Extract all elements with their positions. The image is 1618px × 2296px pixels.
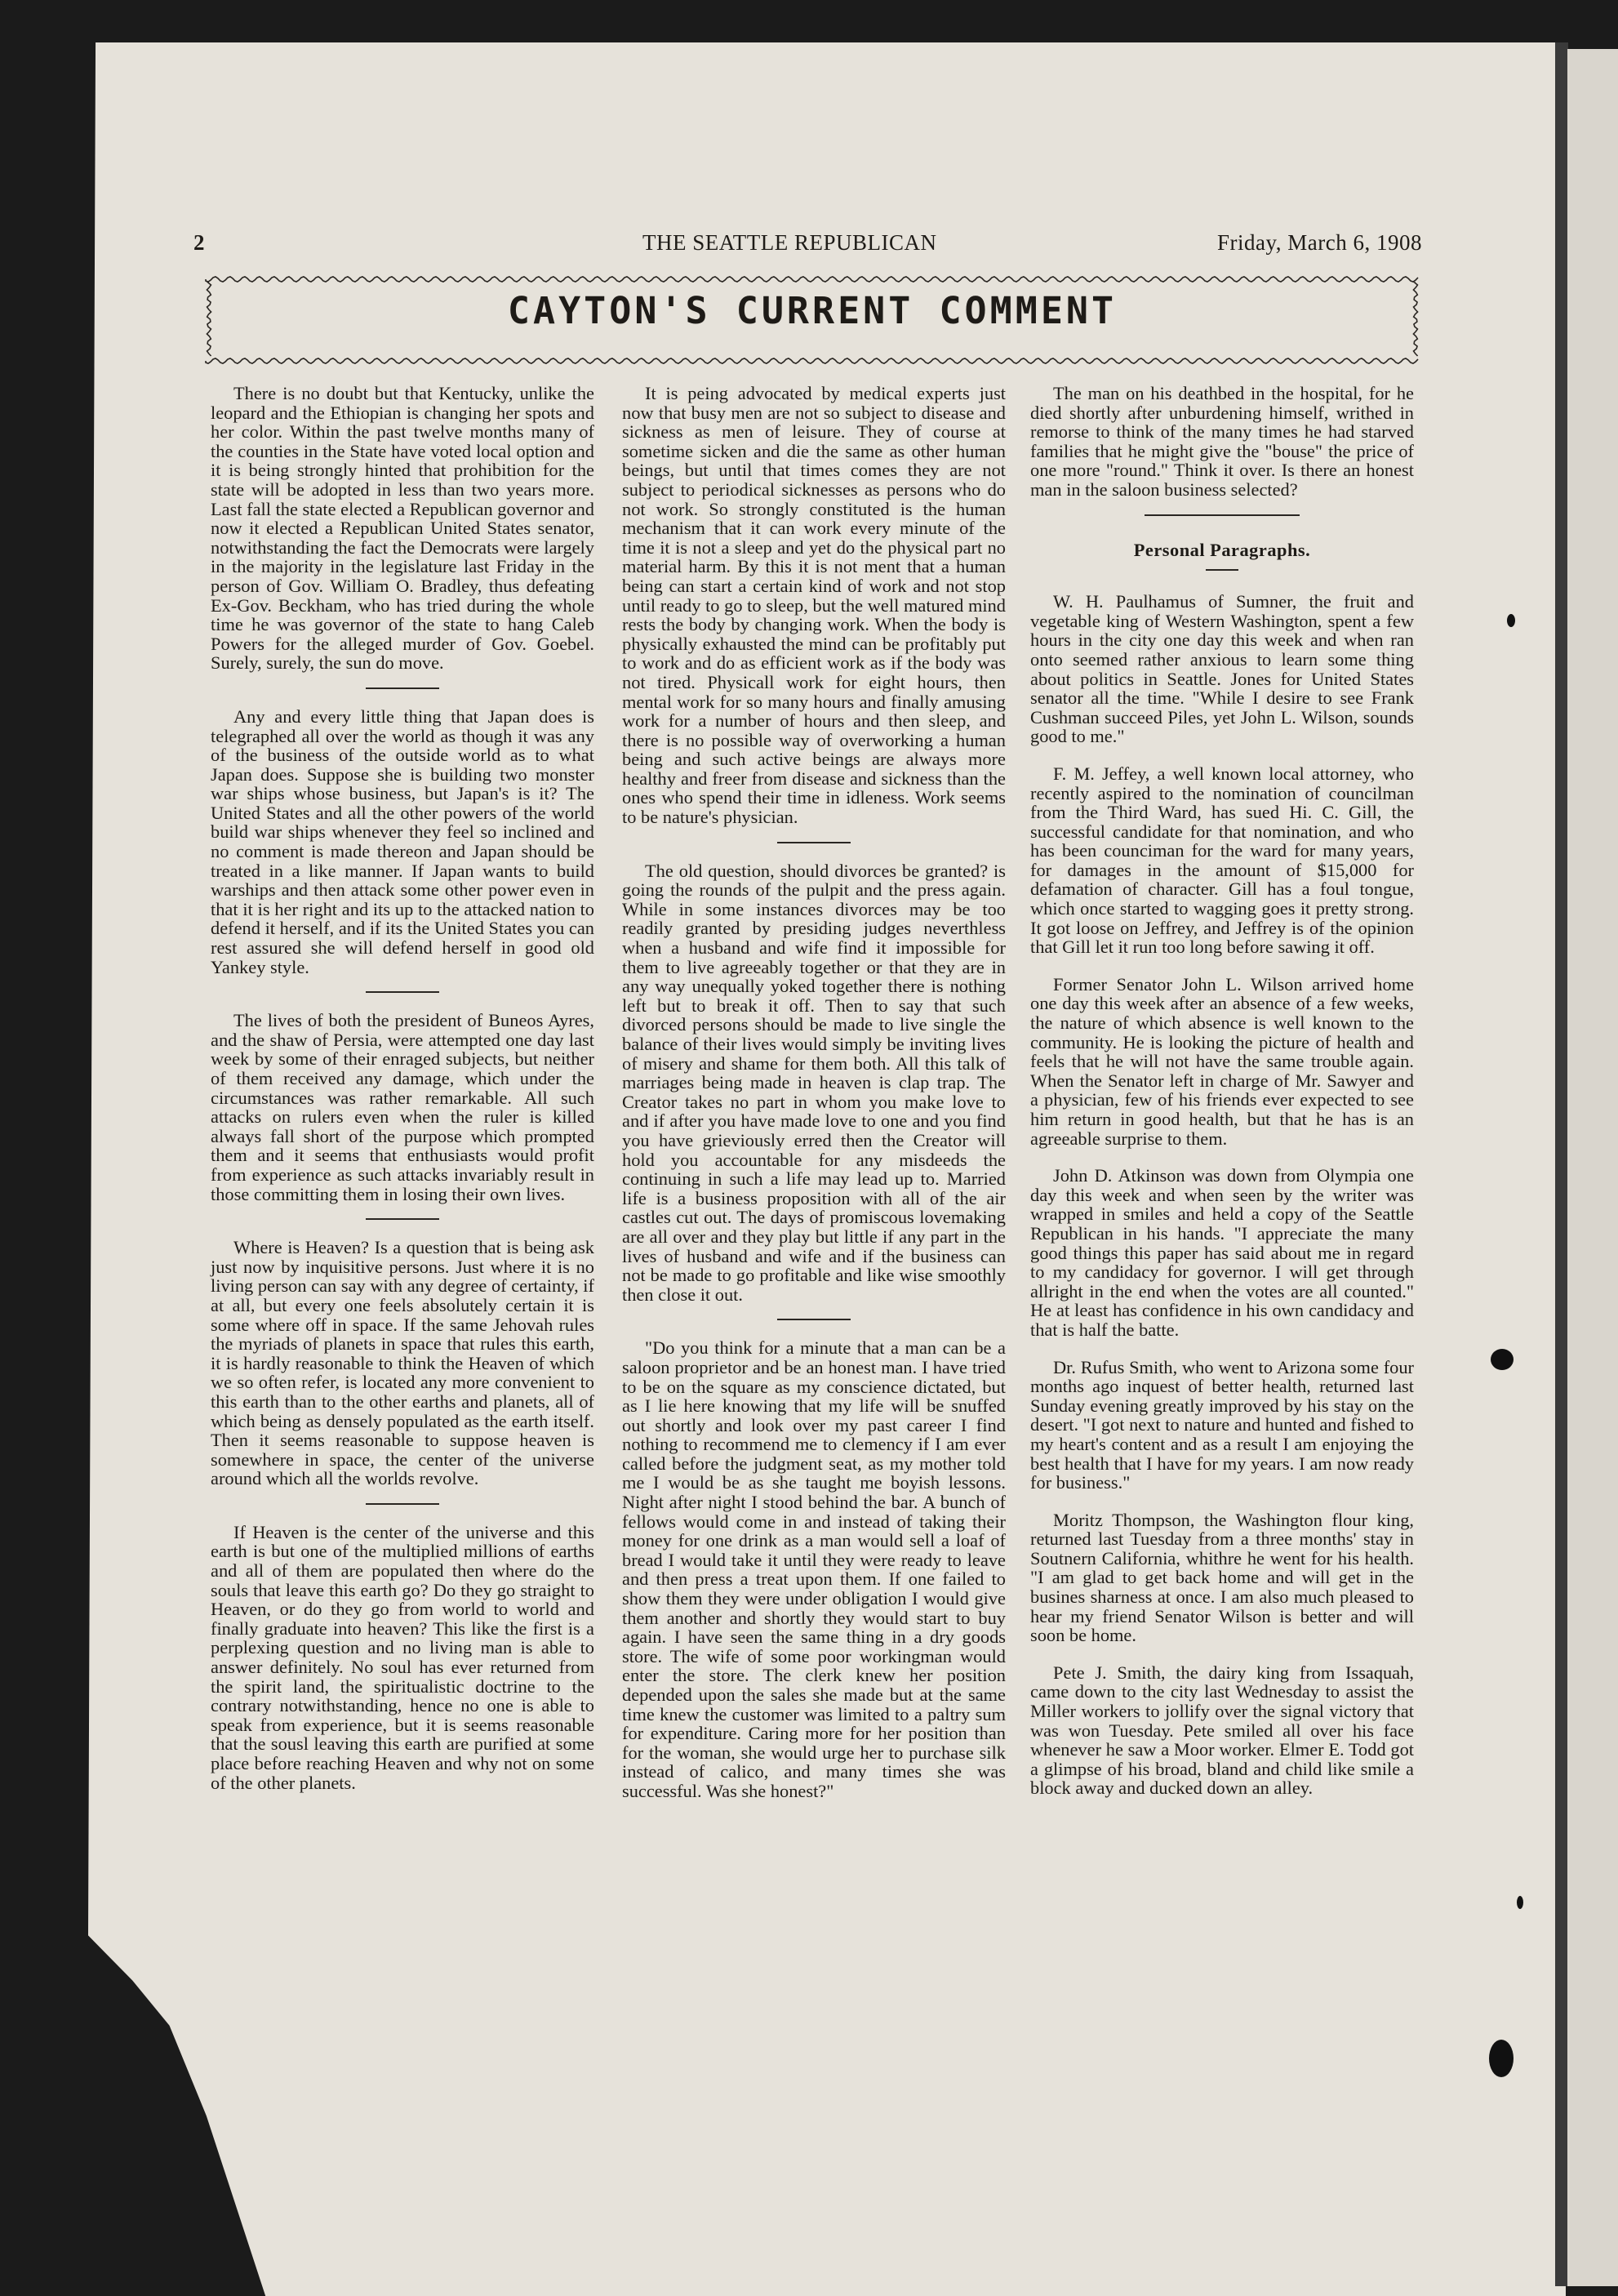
- separator-rule: [1145, 514, 1300, 516]
- ink-speck: [1507, 614, 1515, 627]
- separator-rule: [1206, 569, 1238, 571]
- ink-speck: [1517, 1896, 1523, 1909]
- paragraph-wilson: Former Senator John L. Wilson arrived home one day this week after an absence of a few weeks, the nature of which absence is well known to the community. He is looking the picture of health and feels that he will not have the same trouble again. When the Senator left in charge of Mr. Sawyer and a physician, few of his friends ever expected to see him return in good health, but that he has is an agreeable surprise to them.: [1030, 973, 1414, 1149]
- article-kentucky: There is no doubt but that Kentucky, unlike the leopard and the Ethiopian is changing her spots and her color. Within the past twelve months many of the counties in the State have voted local option and it is being strongly hinted that prohibition for the state will be adopted in less than two years more. Last fall the state elected a Republican governor and now it elected a Republican United States senator, notwithstanding the fact the Democrats were largely in the majority in the legislature last Friday in the person of Gov. William O. Bradley, thus defeating Ex-Gov. Beckham, who has tried during the whole time he was governor of the state to hang Caleb Powers for the alleged murder of Gov. Goebel. Surely, surely, the sun do move.: [211, 383, 595, 674]
- article-deathbed: The man on his deathbed in the hospital, for he died shortly after unburdening himself, writhed in remorse to think of the many times he had starved families that he might give the "bouse" the price of one more "round." Think it over. Is there an honest man in the saloon business selected?: [1030, 383, 1414, 500]
- separator-rule: [366, 687, 439, 689]
- page-number: 2: [193, 230, 205, 255]
- article-divorce: The old question, should divorces be granted? is going the rounds of the pulpit and the press again. While in some instances divorces may be too readily granted by presiding judges neverthless when a husband and wife find it impossible for them to live agreeably together or that they are in any way unequally yoked together there is nothing left but to break it off. Then to say that such divorced persons should be made to live single the balance of their lives would simply be inviting lives of misery and shame for them both. All this talk of marriages being made in heaven is clap trap. The Creator takes no part in whom you make love to and if after you have made love to one and you find you have grieviously erred then the Creator will hold you accountable for any misdeeds the continuing in such a life may lead up to. Married life is a business proposition with all of the air castles cut out. The days of promiscous lovemaking are all over and they play but little if any part in the lives of husband and wife and if the business can not be made to go profitable and like wise smoothly then close it out.: [622, 860, 1006, 1305]
- article-universe: If Heaven is the center of the universe and this earth is but one of the multiplied millions of earths and all of them are populated then where do the souls that leave this earth go? Do they go straight to Heaven, or do they go from world to world and finally graduate into heaven? This like the first is a perplexing question and no living man is able to answer definitely. No soul has ever returned from the spirit land, the spiritualistic doctrine to the contrary notwithstanding, hence no one is able to speak from experience, but it is seems reasonable that the sousl leaving this earth are purified at some place before reaching Heaven and why not on some of the other planets.: [211, 1521, 594, 1793]
- next-page-edge: [1567, 49, 1618, 2286]
- column-1: [211, 384, 594, 1792]
- paragraph-rufus-smith: Dr. Rufus Smith, who went to Arizona some four months ago inquest of better health, returned last Sunday evening greatly improved by his stay on the desert. "I got next to nature and hunted and fished to my heart's content and as a result I am enjoying the best health that I have for my years. I am now ready for business.": [1030, 1356, 1414, 1493]
- paragraph-paulhamus: W. H. Paulhamus of Sumner, the fruit and vegetable king of Western Washington, spent a few hours in the city one day this week and when ran onto seemed rather anxious to learn some thing about politics in Seattle. Jones for United States senator all the time. "While I desire to see Frank Cushman succeed Piles, yet John L. Wilson, sounds good to me.": [1030, 591, 1414, 747]
- section-heading-personal: Personal Paragraphs.: [1133, 539, 1311, 560]
- separator-rule: [366, 991, 439, 993]
- paragraph-jeffey: F. M. Jeffey, a well known local attorney, who recently aspired to the nomination of councilman from the Third Ward, has sued Hi. C. Gill, the successful candidate for that nomination, and who has been counciman for the ward for many years, for damages in the amount of $15,000 for defamation of character. Gill has a foul tongue, which once started to wagging goes it pretty strong. It got loose on Jeffrey, and Jeffrey is of the opinion that Gill let it run too long before sawing it off.: [1030, 763, 1414, 958]
- banner-title: CAYTON'S CURRENT COMMENT: [507, 289, 1118, 332]
- issue-date: Friday, March 6, 1908: [1217, 230, 1422, 255]
- article-japan: Any and every little thing that Japan does is telegraphed all over the world as though it was any of the business of the outside world as to what Japan does. Suppose she is building two monster war ships whose business, but Japan's is it? The United States and all the other powers of the world build war ships whenever they feel so inclined and no comment is made thereon and Japan should be treated in a like manner. If Japan wants to build warships and then attack some other power even in that it is her right and its up to the attacked nation to defend it herself, and if its the United States you can rest assured she will defend herself in good old Yankey style.: [211, 705, 594, 977]
- article-heaven: Where is Heaven? Is a question that is being ask just now by inquisitive persons. Just where it is no living person can say with any degree of certainty, if at all, but every one feels absolutely certain it is some where off in space. If the same Jehovah rules the myriads of planets in space that rules this earth, it is hardly reasonable to think the Heaven of which we so often refer, is located any more convenient to this earth than to the other earths and planets, all of which being as densely populated as the earth itself. Then it seems reasonable to suppose heaven is somewhere in space, the center of the universe around which all the worlds revolve.: [211, 1237, 594, 1489]
- ink-speck: [1489, 2040, 1514, 2077]
- newspaper-name: THE SEATTLE REPUBLICAN: [642, 230, 937, 255]
- paragraph-thompson: Moritz Thompson, the Washington flour king, returned last Tuesday from a three months' stay in Soutnern California, whithre he went for his health. "I am glad to get back home and will get in the busines sharness at once. I am also much pleased to hear my friend Senator Wilson is better and will soon be home.: [1030, 1509, 1414, 1646]
- column-banner: [204, 274, 1420, 366]
- article-saloon: "Do you think for a minute that a man can be a saloon proprietor and be an honest man. I have tried to be on the square as my conscience dictated, but as I lie here knowing that my life will be snuffed out shortly and look over my past career I find nothing to recommend me to clemency if I am ever called before the judgment seat, as my mother told me I would be as she taught me boyish lessons. Night after night I stood behind the bar. A bunch of fellows would come in and instead of taking their money for one drink as a man would sell a loaf of bread I would take it until they were ready to leave and then press a treat upon them. If one failed to show them they were under obligation I would give them another and shortly they would start to buy again. I have seen the same thing in a dry goods store. The wife of some poor workingman would enter the store. The clerk knew her position depended upon the sales she made but at the same time knew the customer was limited to a paltry sum for expenditure. Caring more for her position than for the woman, she would urge her to purchase silk instead of calico, and many times she was successful. Was she honest?": [622, 1337, 1006, 1801]
- separator-rule: [366, 1218, 439, 1220]
- paragraph-atkinson: John D. Atkinson was down from Olympia one day this week and when seen by the writer was wrapped in smiles and held a copy of the Seattle Republican in his hands. "I appreciate the many good things this paper has said about me in regard to my candidacy for governor. I will get through allright in the end when the votes are all counted." He at least has confidence in his own candidacy and that is half the batte.: [1030, 1165, 1414, 1340]
- paragraph-pete-smith: Pete J. Smith, the dairy king from Issaquah, came down to the city last Wednesday to assist the Miller workers to jollify over the signal victory that was won Tuesday. Pete smiled all over his face whenever he saw a Moor worker. Elmer E. Todd got a glimpse of his broad, bland and child like smile a block away and ducked down an alley.: [1030, 1662, 1414, 1799]
- ink-speck: [1491, 1349, 1514, 1370]
- page-gutter-shadow: [1555, 42, 1568, 2286]
- page-header: [193, 230, 1422, 263]
- column-3: [1030, 384, 1414, 1798]
- article-busy-men: It is peing advocated by medical experts just now that busy men are not so subject to disease and sickness as men of leisure. They of course at sometime sicken and die the same as other human beings, but until that times comes they are not subject to periodical sicknesses as persons who do not work. So strongly constituted is the human mechanism that it can work every minute of the time it is not a sleep and yet do the physical part no material harm. By this it is not ment that a human being can start a certain kind of work and not stop until ready to go to sleep, but the well matured mind rests the body by changing work. When the body is physically exhausted the mind can be profitably put to work and do as efficient work as if the body was not tired. Physicall work for eight hours, then mental work for so many hours and finally amusing work for a number of hours and then sleep, and there is no possible way of overworking a human being and such active beings are always more healthy and freer from disease and sickness than the ones who spend their time in idleness. Work seems to be nature's physician.: [622, 383, 1006, 828]
- separator-rule: [366, 1503, 439, 1505]
- separator-rule: [777, 1319, 851, 1320]
- column-2: [622, 384, 1006, 1801]
- article-rulers: The lives of both the president of Buneos Ayres, and the shaw of Persia, were attempted one day last week by some of their enraged subjects, but neither of them received any damage, which under the circumstances was rather remarkable. All such attacks on rulers even when the ruler is killed always fall short of the purpose which prompted them and it seems that enthusiasts would profit from experience as such attacks invariably result in those committing them in losing their own lives.: [211, 1010, 594, 1204]
- separator-rule: [777, 842, 851, 843]
